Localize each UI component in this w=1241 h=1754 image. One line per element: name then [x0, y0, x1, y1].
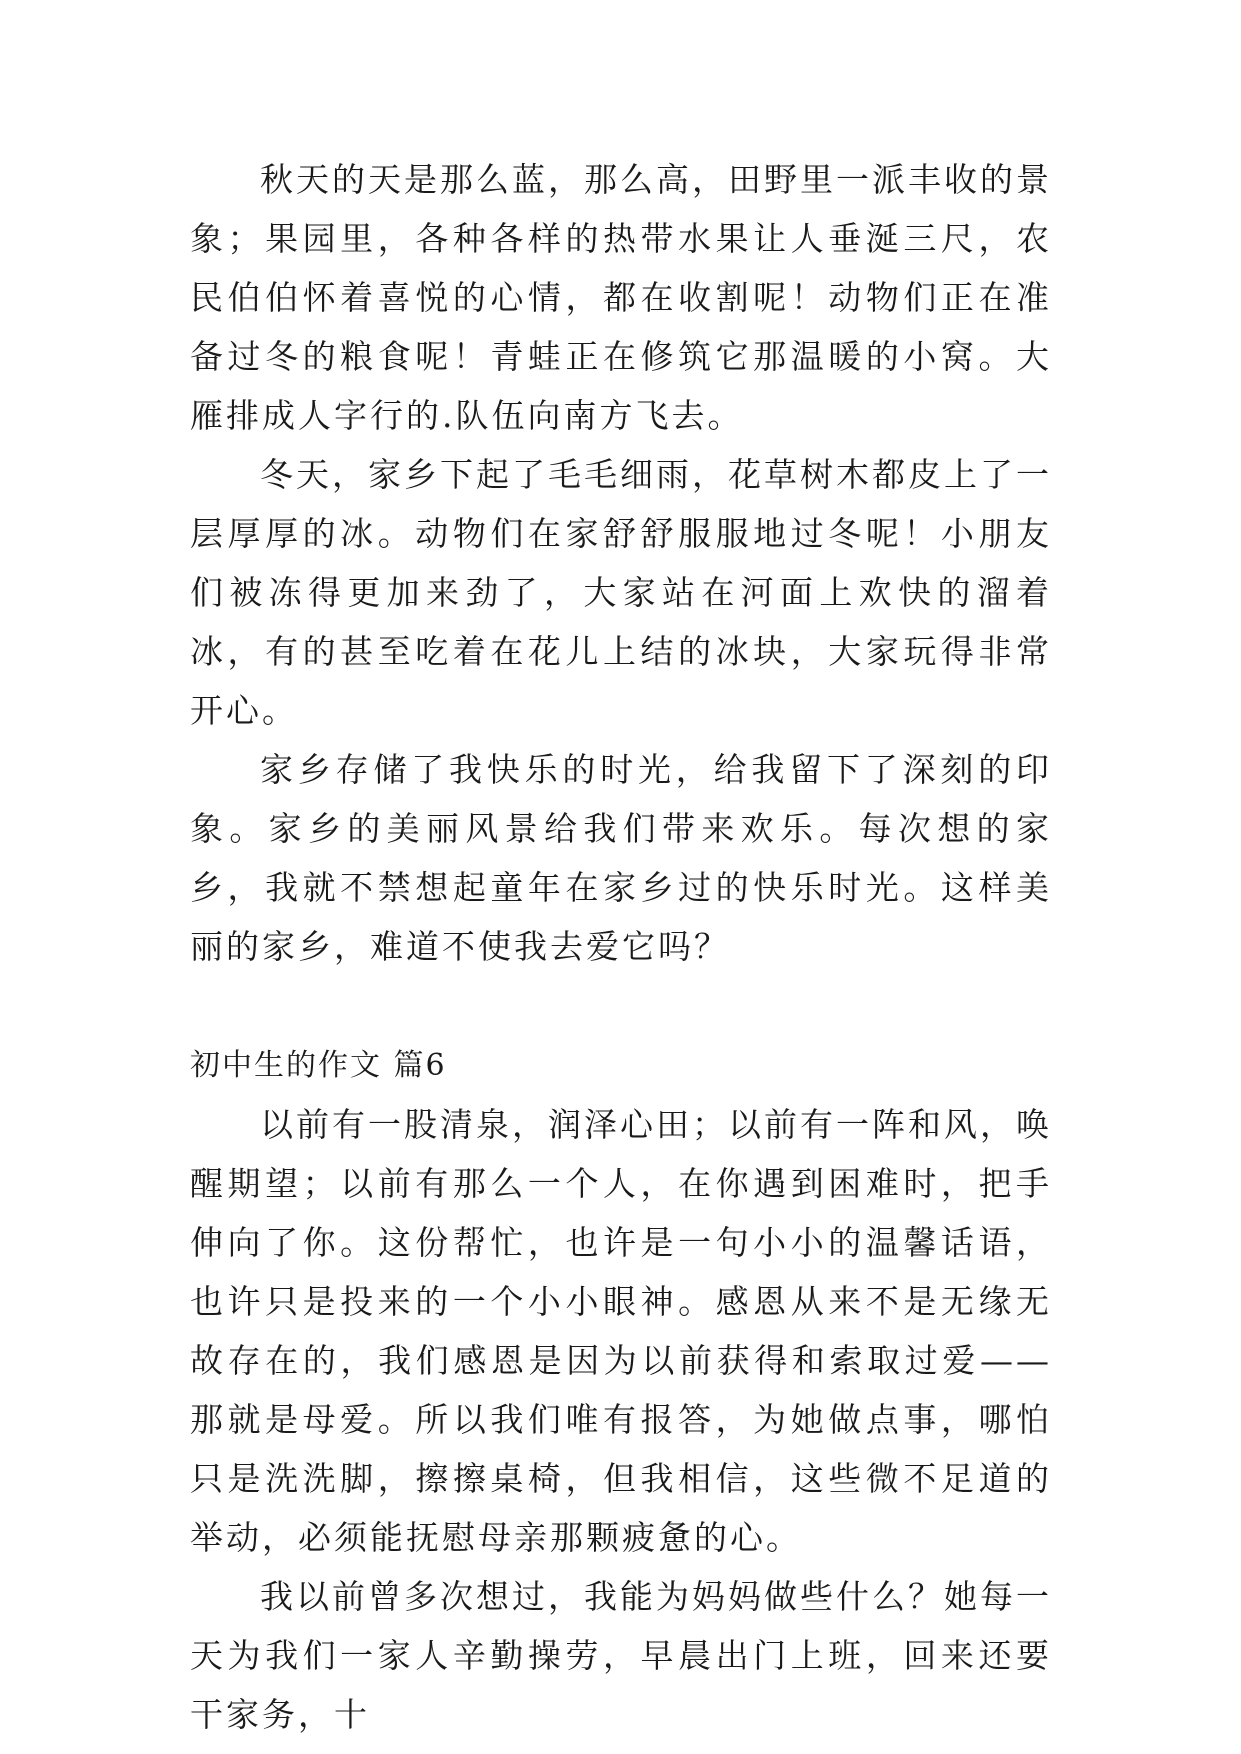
paragraph-mother: 我以前曾多次想过，我能为妈妈做些什么？她每一天为我们一家人辛勤操劳，早晨出门上班，回来还要干家务，十: [190, 1577, 1052, 1734]
document-page: [190, 150, 1052, 1744]
paragraph-autumn: 秋天的天是那么蓝，那么高，田野里一派丰收的景象；果园里，各种各样的热带水果让人垂涎三尺，农民伯伯怀着喜悦的心情，都在收割呢！动物们正在准备过冬的粮食呢！青蛙正在修筑它那温暖的小窝。大雁排成人字行的.队伍向南方飞去。: [190, 160, 1052, 435]
paragraph-winter: 冬天，家乡下起了毛毛细雨，花草树木都皮上了一层厚厚的冰。动物们在家舒舒服服地过冬呢！小朋友们被冻得更加来劲了，大家站在河面上欢快的溜着冰，有的甚至吃着在花儿上结的冰块，大家玩得非常开心。: [190, 455, 1052, 730]
paragraph-gratitude: 以前有一股清泉，润泽心田；以前有一阵和风，唤醒期望；以前有那么一个人，在你遇到困难时，把手伸向了你。这份帮忙，也许是一句小小的温馨话语，也许只是投来的一个小小眼神。感恩从来不是无缘无故存在的，我们感恩是因为以前获得和索取过爱——那就是母爱。所以我们唯有报答，为她做点事，哪怕只是洗洗脚，擦擦桌椅，但我相信，这些微不足道的举动，必须能抚慰母亲那颗疲惫的心。: [190, 1105, 1052, 1557]
paragraph-hometown: 家乡存储了我快乐的时光，给我留下了深刻的印象。家乡的美丽风景给我们带来欢乐。每次想的家乡，我就不禁想起童年在家乡过的快乐时光。这样美丽的家乡，难道不使我去爱它吗？: [190, 750, 1052, 966]
section-heading: 初中生的作文 篇6: [190, 1048, 447, 1083]
